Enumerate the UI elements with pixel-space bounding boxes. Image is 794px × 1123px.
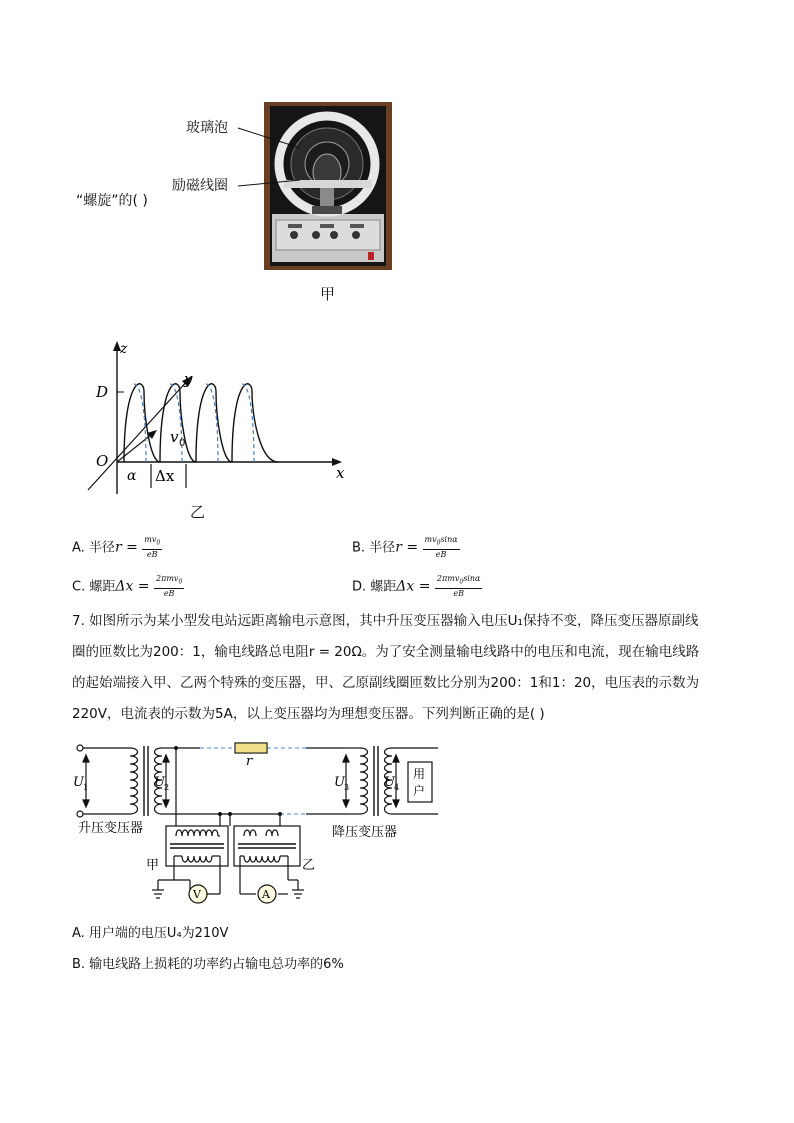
option-a-q6[interactable] xyxy=(72,535,162,560)
q7-line-1: 7. 如图所示为某小型发电站远距离输电示意图，其中升压变压器输入电压U₁保持不变，降压变压器原副线 xyxy=(72,613,699,629)
junction-bottom-1 xyxy=(218,812,222,816)
q7-line-4: 220V，电流表的示数为5A，以上变压器均为理想变压器。下列判断正确的是( ) xyxy=(72,706,545,722)
label-z: z xyxy=(120,341,128,357)
option-a-num-sub: 0 xyxy=(156,539,161,547)
label-U3: U xyxy=(334,775,345,790)
option-d-fraction xyxy=(435,574,483,599)
option-b-num-tail: sinα xyxy=(440,535,458,544)
label-r: r xyxy=(246,754,253,769)
option-b-den: eB xyxy=(435,549,447,559)
label-y: y xyxy=(184,370,193,388)
option-c-q6[interactable] xyxy=(72,574,184,599)
helix-diagram xyxy=(84,336,364,506)
label-jia: 甲 xyxy=(146,858,160,873)
label-U1: U xyxy=(73,775,84,790)
label-U1-sub: 1 xyxy=(83,783,89,792)
label-U3-sub: 3 xyxy=(344,783,350,792)
caption-jia: 甲 xyxy=(320,285,336,303)
option-d-q6[interactable] xyxy=(352,574,482,599)
option-d-num: 2πmv xyxy=(436,574,460,583)
q7-line-2: 圈的匝数比为200：1，输电线路总电阻r = 20Ω。为了安全测量输电线路中的电压和电流，现在输电线路 xyxy=(72,644,700,660)
helix-solid xyxy=(124,384,278,462)
option-a-prefix: A. 半径 xyxy=(72,540,115,556)
option-a-lhs: r = xyxy=(114,539,138,556)
option-a-q7[interactable]: A. 用户端的电压U₄为210V xyxy=(72,926,229,941)
label-glass-bulb: 玻璃泡 xyxy=(186,120,228,136)
ammeter-label: A xyxy=(262,888,270,901)
option-d-num-tail: sinα xyxy=(463,574,481,583)
option-a-den: eB xyxy=(146,549,158,559)
option-a-num: mv xyxy=(144,535,157,544)
option-d-num-sub: 0 xyxy=(459,578,464,586)
option-c-fraction xyxy=(154,574,184,599)
label-step-down: 降压变压器 xyxy=(332,825,398,840)
transmission-circuit xyxy=(70,740,450,912)
photo-leader-lines xyxy=(236,118,306,198)
label-U4: U xyxy=(384,775,395,790)
label-v0: v xyxy=(170,428,179,446)
label-excitation-coil: 励磁线圈 xyxy=(172,178,228,194)
option-c-lhs: Δx = xyxy=(115,578,150,595)
label-alpha: α xyxy=(127,468,137,484)
question-fragment: “螺旋”的( ) xyxy=(76,193,148,209)
q7-line-3: 的起始端接入甲、乙两个特殊的变压器，甲、乙原副线圈匝数比分别为200：1和1：20，电压表的示数为 xyxy=(72,675,700,691)
label-D: D xyxy=(96,383,109,401)
option-b-q6[interactable] xyxy=(352,535,460,560)
option-d-lhs: Δx = xyxy=(396,578,431,595)
resistor-r xyxy=(235,743,267,753)
label-yi: 乙 xyxy=(302,858,316,873)
label-U4-sub: 4 xyxy=(394,783,400,792)
label-user-1: 用 xyxy=(413,767,426,781)
option-b-lhs: r = xyxy=(395,539,419,556)
voltmeter-label: V xyxy=(193,888,201,901)
option-b-prefix: B. 半径 xyxy=(352,540,396,556)
question-7-stem xyxy=(72,606,722,730)
junction-bottom-3 xyxy=(278,812,282,816)
label-O: O xyxy=(96,452,109,470)
junction-top xyxy=(174,746,178,750)
option-b-q7[interactable]: B. 输电线路上损耗的功率约占输电总功率的6% xyxy=(72,957,344,972)
option-b-num-sub: 0 xyxy=(436,539,441,547)
option-c-prefix: C. 螺距 xyxy=(72,579,116,595)
option-a-fraction xyxy=(142,535,162,560)
option-c-num-sub: 0 xyxy=(178,578,183,586)
label-U2: U xyxy=(154,775,165,790)
label-step-up: 升压变压器 xyxy=(78,821,144,836)
option-d-den: eB xyxy=(453,588,464,598)
label-dx: Δx xyxy=(155,467,175,485)
junction-bottom-2 xyxy=(228,812,232,816)
option-c-num: 2πmv xyxy=(155,574,179,583)
caption-yi: 乙 xyxy=(190,503,206,521)
label-x: x xyxy=(336,464,345,482)
option-b-num: mv xyxy=(424,535,437,544)
option-c-den: eB xyxy=(163,588,175,598)
label-user-2: 户 xyxy=(413,784,426,798)
label-U2-sub: 2 xyxy=(164,783,170,792)
option-b-fraction xyxy=(423,535,460,560)
option-d-prefix: D. 螺距 xyxy=(352,579,397,595)
label-v0-sub: 0 xyxy=(179,438,186,449)
